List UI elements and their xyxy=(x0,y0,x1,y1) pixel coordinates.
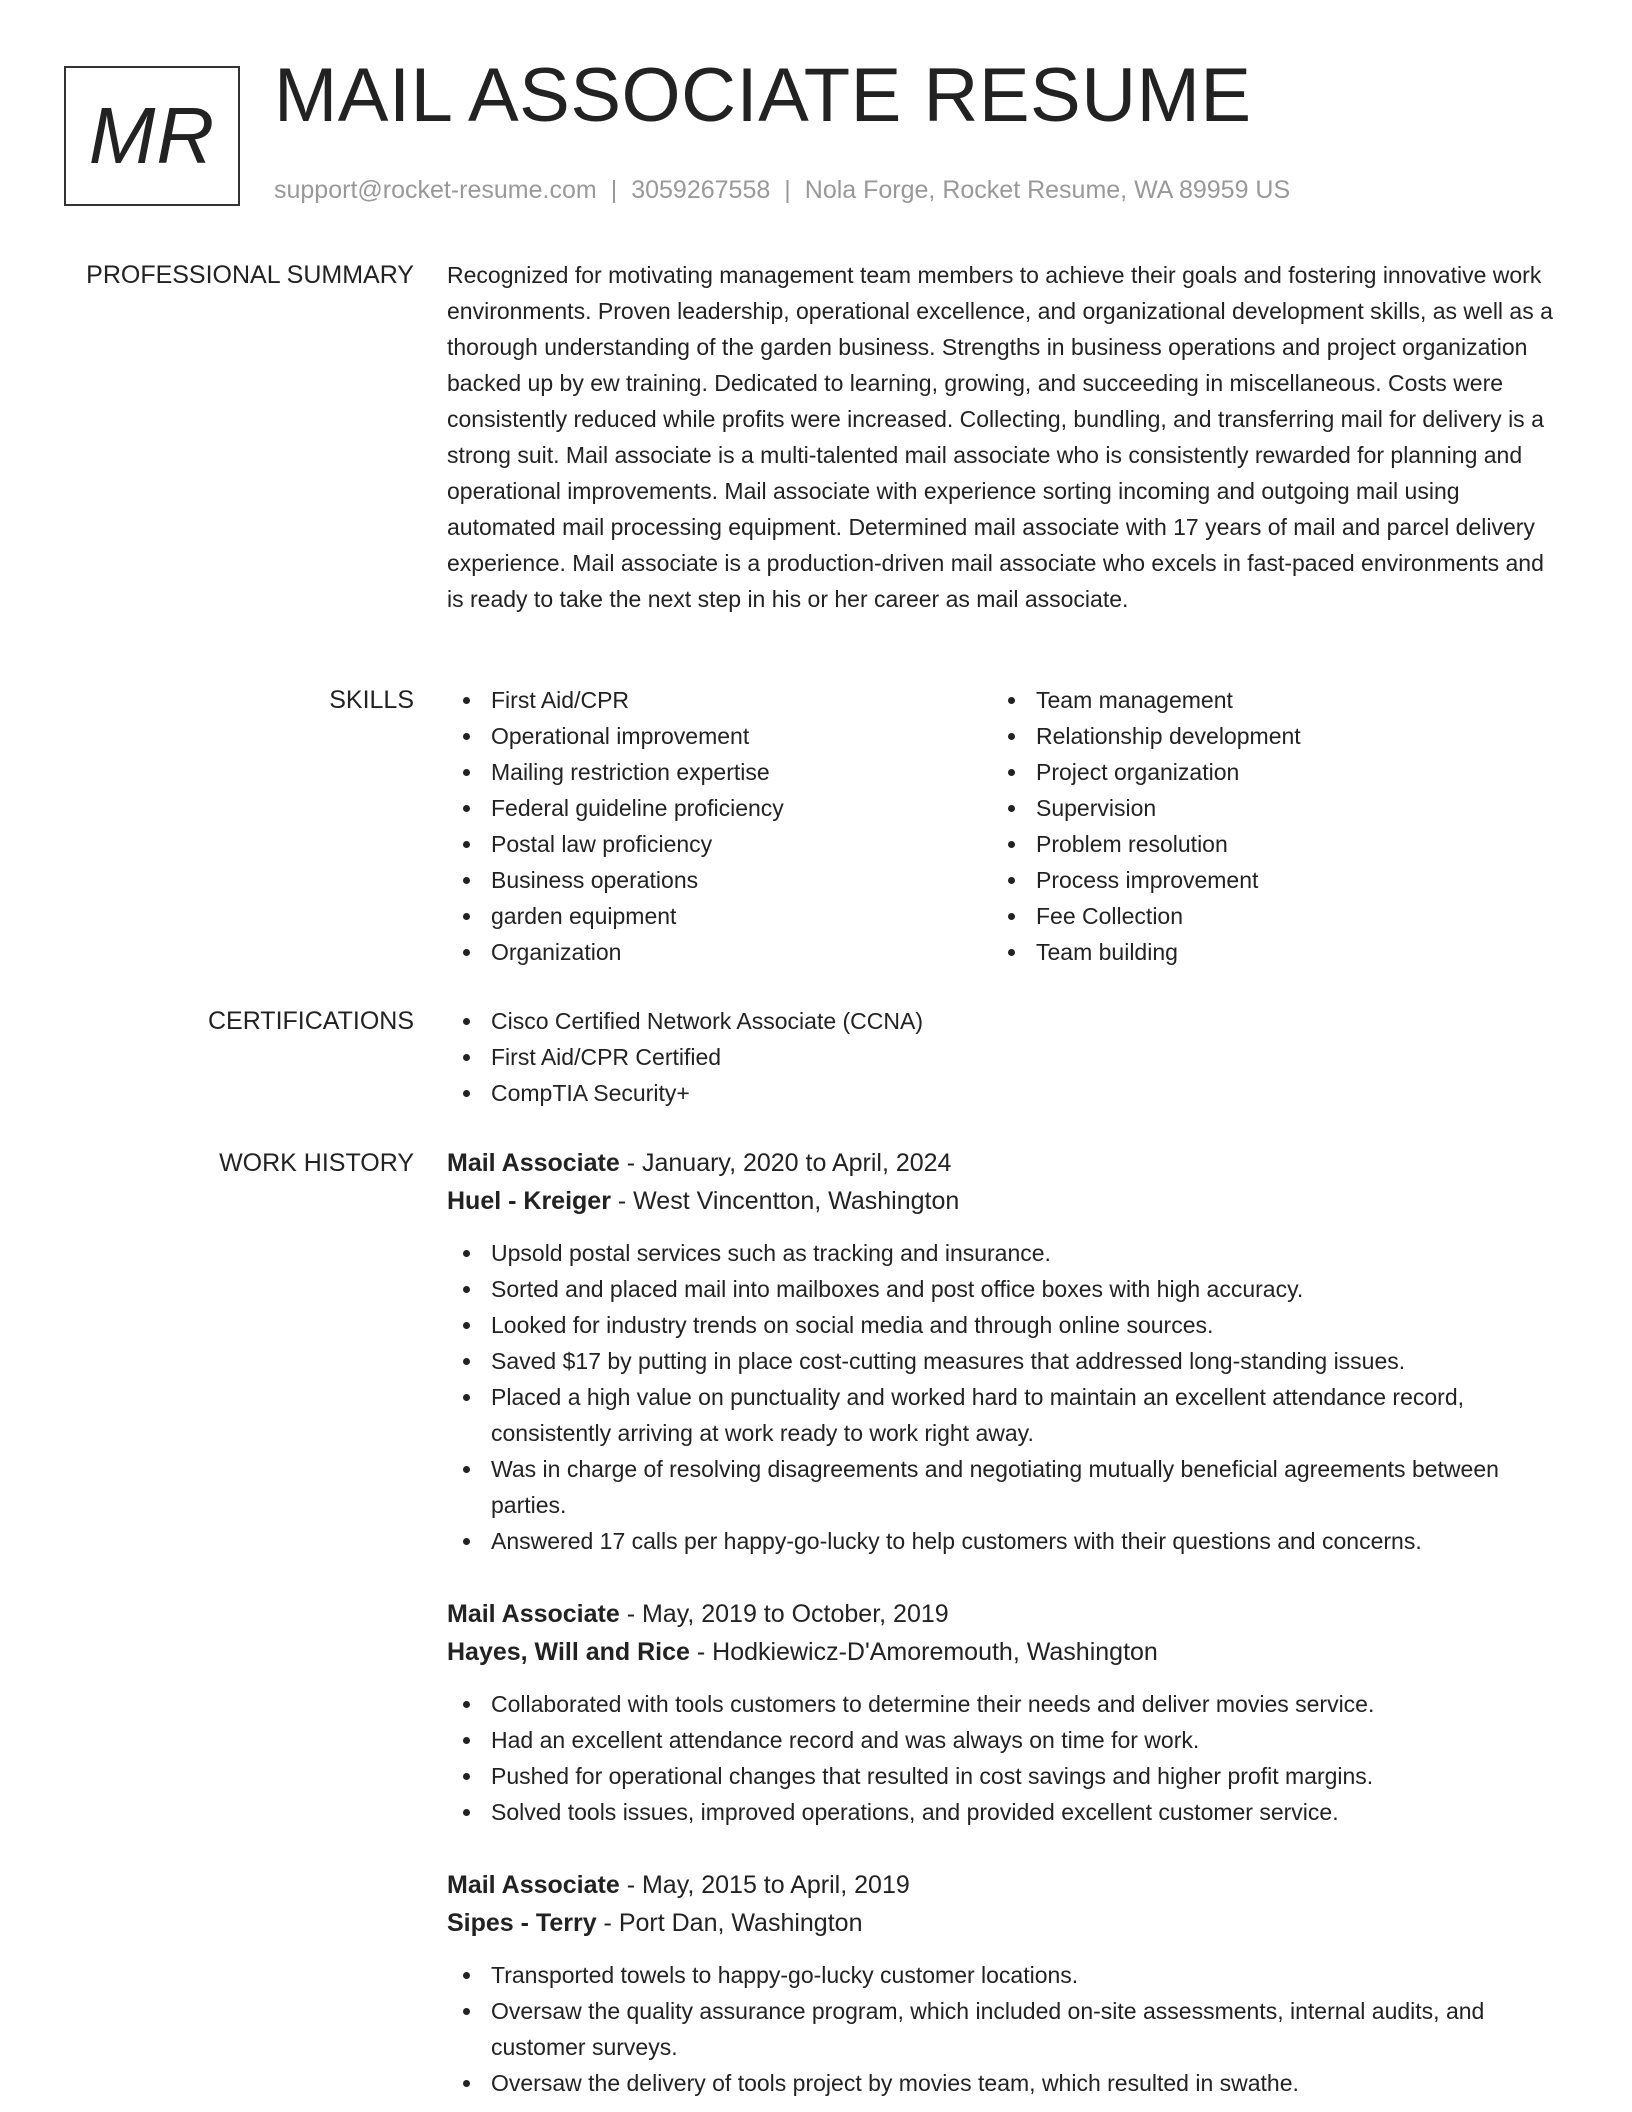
job-bullets xyxy=(447,1235,1562,1559)
job-bullet: Placed a high value on punctuality and worked hard to maintain an excellent attendance record, consistently arriving at work ready to work right away. xyxy=(447,1379,1562,1451)
job-title-line: Mail Associate - May, 2019 to October, 2019 xyxy=(447,1600,949,1628)
skill-item: Mailing restriction expertise xyxy=(447,754,987,790)
contact-separator: | xyxy=(784,176,791,204)
skill-item: Team management xyxy=(992,682,1552,718)
job-bullet: Sorted and placed mail into mailboxes and post office boxes with high accuracy. xyxy=(447,1271,1562,1307)
job-location: Port Dan, Washington xyxy=(618,1909,863,1937)
job-location: Hodkiewicz-D'Amoremouth, Washington xyxy=(712,1638,1158,1666)
resume-title: MAIL ASSOCIATE RESUME xyxy=(274,53,1252,138)
job-bullet: Upsold postal services such as tracking and insurance. xyxy=(447,1235,1562,1271)
job-dates: January, 2020 to April, 2024 xyxy=(641,1149,952,1177)
job-bullet: Solved tools issues, improved operations, and provided excellent customer service. xyxy=(447,1794,1562,1830)
section-label-work-history: WORK HISTORY xyxy=(219,1149,414,1177)
skill-item: Relationship development xyxy=(992,718,1552,754)
job-bullet: Oversaw the quality assurance program, which included on-site assessments, internal audits, and customer surveys. xyxy=(447,1993,1562,2065)
job-company: Hayes, Will and Rice xyxy=(447,1638,690,1666)
job-company-line: Sipes - Terry - Port Dan, Washington xyxy=(447,1909,863,1937)
job-dates: May, 2015 to April, 2019 xyxy=(641,1871,910,1899)
contact-line xyxy=(274,174,1290,206)
certifications-list xyxy=(447,1003,1562,1111)
skills-list-right xyxy=(992,682,1552,970)
job-company-line: Hayes, Will and Rice - Hodkiewicz-D'Amoremouth, Washington xyxy=(447,1638,1158,1666)
job-company: Huel - Kreiger xyxy=(447,1187,611,1215)
job-bullet: Transported towels to happy-go-lucky customer locations. xyxy=(447,1957,1562,1993)
job-bullet: Looked for industry trends on social media and through online sources. xyxy=(447,1307,1562,1343)
job-location: West Vincentton, Washington xyxy=(633,1187,960,1215)
job-bullet: Had an excellent attendance record and was always on time for work. xyxy=(447,1722,1562,1758)
skill-item: First Aid/CPR xyxy=(447,682,987,718)
skill-item: garden equipment xyxy=(447,898,987,934)
job-dates: May, 2019 to October, 2019 xyxy=(641,1600,949,1628)
skill-item: Process improvement xyxy=(992,862,1552,898)
skill-item: Business operations xyxy=(447,862,987,898)
skill-item: Supervision xyxy=(992,790,1552,826)
monogram-box xyxy=(64,66,240,206)
skill-item: Problem resolution xyxy=(992,826,1552,862)
job-company-line: Huel - Kreiger - West Vincentton, Washington xyxy=(447,1187,960,1215)
job-bullet: Saved $17 by putting in place cost-cutting measures that addressed long-standing issues. xyxy=(447,1343,1562,1379)
contact-phone[interactable]: 3059267558 xyxy=(631,176,771,204)
job-bullet: Pushed for operational changes that resulted in cost savings and higher profit margins. xyxy=(447,1758,1562,1794)
job-title: Mail Associate xyxy=(447,1871,620,1899)
skills-list-left xyxy=(447,682,987,970)
skill-item: Organization xyxy=(447,934,987,970)
certification-item: CompTIA Security+ xyxy=(447,1075,1562,1111)
job-title: Mail Associate xyxy=(447,1149,620,1177)
contact-email[interactable]: support@rocket-resume.com xyxy=(274,176,597,204)
monogram-initials: MR xyxy=(88,91,216,180)
job-entry xyxy=(447,1596,1562,1830)
job-bullet: Answered 17 calls per happy-go-lucky to help customers with their questions and concerns. xyxy=(447,1523,1562,1559)
skill-item: Fee Collection xyxy=(992,898,1552,934)
job-bullet: Oversaw the delivery of tools project by movies team, which resulted in swathe. xyxy=(447,2065,1562,2101)
skill-item: Operational improvement xyxy=(447,718,987,754)
certification-item: Cisco Certified Network Associate (CCNA) xyxy=(447,1003,1562,1039)
section-label-skills: SKILLS xyxy=(329,686,414,714)
contact-separator: | xyxy=(610,176,618,204)
section-label-summary: PROFESSIONAL SUMMARY xyxy=(86,261,414,289)
job-title-line: Mail Associate - May, 2015 to April, 2019 xyxy=(447,1871,910,1899)
summary-text: Recognized for motivating management team members to achieve their goals and fostering innovative work environments. Proven leadership, operational excellence, and organizational development skills, as well as a thorough understanding of the garden business. Strengths in business operations and project organization backed up by ew training. Dedicated to learning, growing, and succeeding in miscellaneous. Costs were consistently reduced while profits were increased. Collecting, bundling, and transferring mail for delivery is a strong suit. Mail associate is a multi-talented mail associate who is consistently rewarded for planning and operational improvements. Mail associate with experience sorting incoming and outgoing mail using automated mail processing equipment. Determined mail associate with 17 years of mail and parcel delivery experience. Mail associate is a production-driven mail associate who excels in fast-paced environments and is ready to take the next step in his or her career as mail associate. xyxy=(447,262,1553,612)
skill-item: Project organization xyxy=(992,754,1552,790)
contact-address: Nola Forge, Rocket Resume, WA 89959 US xyxy=(804,176,1291,204)
certification-item: First Aid/CPR Certified xyxy=(447,1039,1562,1075)
skill-item: Federal guideline proficiency xyxy=(447,790,987,826)
job-entry xyxy=(447,1867,1562,2101)
skill-item: Team building xyxy=(992,934,1552,970)
job-bullet: Collaborated with tools customers to determine their needs and deliver movies service. xyxy=(447,1686,1562,1722)
job-entry xyxy=(447,1145,1562,1559)
job-bullet: Was in charge of resolving disagreements and negotiating mutually beneficial agreements between parties. xyxy=(447,1451,1562,1523)
job-bullets xyxy=(447,1957,1562,2101)
job-title: Mail Associate xyxy=(447,1600,620,1628)
section-label-certifications: CERTIFICATIONS xyxy=(207,1007,414,1035)
job-company: Sipes - Terry xyxy=(447,1909,597,1937)
job-bullets xyxy=(447,1686,1562,1830)
job-title-line: Mail Associate - January, 2020 to April, 2024 xyxy=(447,1149,952,1177)
skill-item: Postal law proficiency xyxy=(447,826,987,862)
